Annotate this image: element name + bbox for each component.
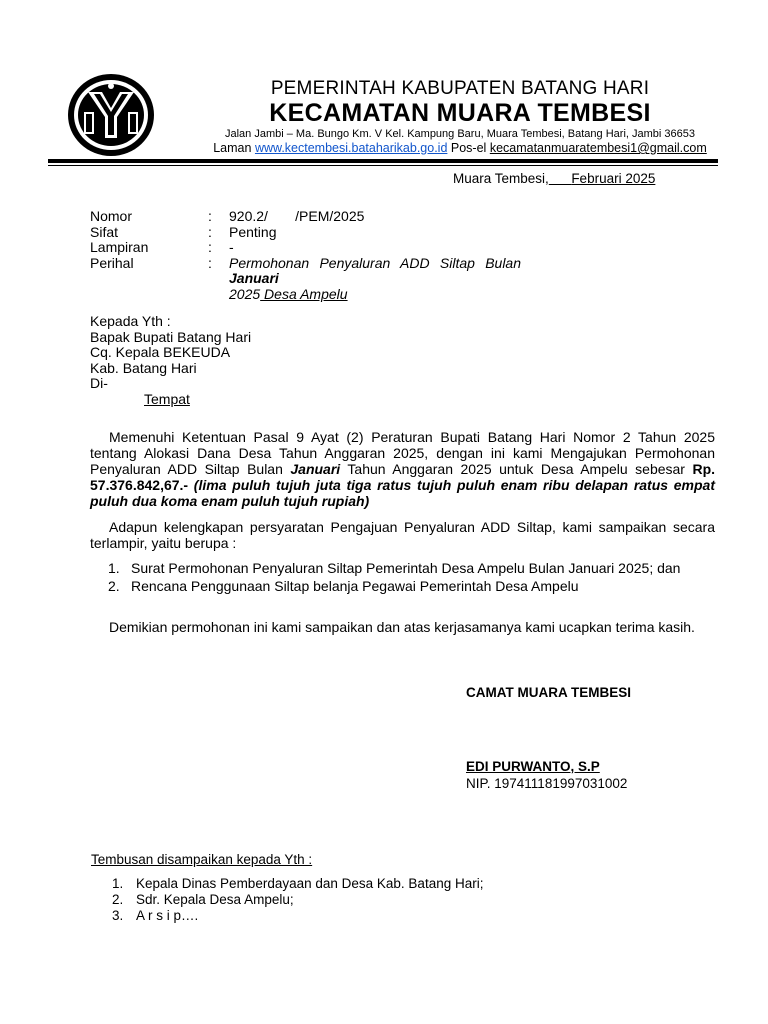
recipient-block <box>90 314 251 392</box>
email-address[interactable]: kecamatanmuaratembesi1@gmail.com <box>489 141 707 155</box>
list-text: Kepala Dinas Pemberdayaan dan Desa Kab. Batang Hari; <box>136 876 484 891</box>
web-label: Laman <box>213 141 252 155</box>
meta-perihal-label: Perihal <box>90 254 134 271</box>
p1-text: Memenuhi Ketentuan Pasal 9 Ayat (2) Peraturan Bupati Batang Hari Nomor 2 Tahun 2025 tentang Alokasi Dana Desa Tahun Anggaran 2025, dengan ini kami Mengajukan Permohonan Penyaluran ADD Siltap Bulan <box>90 429 715 477</box>
recipient-greeting: Kepada Yth : <box>90 313 171 329</box>
letterhead-government: PEMERINTAH KABUPATEN BATANG HARI <box>270 78 650 99</box>
place-date <box>453 171 655 186</box>
signatory-title: CAMAT MUARA TEMBESI <box>466 685 631 700</box>
meta-colon: : <box>208 208 212 224</box>
meta-colon: : <box>208 254 212 271</box>
p1-amount-words: (lima puluh tujuh juta tiga ratus tujuh puluh enam ribu delapan ratus empat puluh dua koma enam puluh tujuh rupiah) <box>90 477 715 509</box>
body-paragraph-1 <box>90 429 715 509</box>
letterhead-rule-thin <box>48 165 718 166</box>
signatory-nip: NIP. 197411181997031002 <box>466 776 628 791</box>
list-text: A r s i p…. <box>136 908 199 923</box>
date-place: Muara Tembesi, <box>453 171 549 186</box>
date-month-year: Februari 2025 <box>571 171 656 186</box>
list-number: 3. <box>112 908 124 923</box>
letterhead-contact <box>160 141 760 155</box>
meta-lampiran-label: Lampiran <box>90 239 149 255</box>
list-item <box>90 876 483 892</box>
requirements-list <box>90 560 715 594</box>
p1-month: Januari <box>290 461 341 477</box>
list-item <box>90 560 715 576</box>
cc-list <box>90 876 483 924</box>
body-paragraph-3: Demikian permohonan ini kami sampaikan dan atas kerjasamanya kami ucapkan terima kasih. <box>109 619 695 635</box>
meta-sifat-value: Penting <box>229 223 277 240</box>
date-blank <box>549 171 572 186</box>
regency-emblem-logo <box>66 72 156 158</box>
list-text: Sdr. Kepala Desa Ampelu; <box>136 892 294 907</box>
meta-colon: : <box>208 239 212 255</box>
meta-sifat-label: Sifat <box>90 223 119 240</box>
cc-heading: Tembusan disampaikan kepada Yth : <box>91 852 313 867</box>
list-item <box>90 578 715 594</box>
meta-nomor-value: 920.2/ /PEM/2025 <box>229 208 365 224</box>
perihal-month: Januari <box>229 270 279 286</box>
letterhead-rule-thick <box>48 159 718 163</box>
recipient-region: Kab. Batang Hari <box>90 359 197 376</box>
recipient-cq: Cq. Kepala BEKEUDA <box>90 344 231 360</box>
list-text: Rencana Penggunaan Siltap belanja Pegawai Pemerintah Desa Ampelu <box>131 578 579 594</box>
meta-perihal-value <box>229 256 521 303</box>
perihal-village: Desa Ampelu <box>260 285 348 302</box>
list-number: 1. <box>108 560 120 576</box>
p1-amount: Rp. 57.376.842,67.- <box>90 461 716 493</box>
recipient-name: Bapak Bupati Batang Hari <box>90 328 252 345</box>
list-number: 2. <box>112 892 124 907</box>
letterhead-district: KECAMATAN MUARA TEMBESI <box>269 99 651 127</box>
meta-colon: : <box>208 223 212 240</box>
list-text: Surat Permohonan Penyaluran Siltap Pemerintah Desa Ampelu Bulan Januari 2025; dan <box>131 560 681 576</box>
list-number: 1. <box>112 876 124 891</box>
recipient-di: Di- <box>90 375 108 391</box>
p1-text-2: Tahun Anggaran 2025 untuk Desa Ampelu sebesar <box>340 461 693 477</box>
meta-nomor-label: Nomor <box>90 208 133 224</box>
meta-lampiran-value: - <box>229 239 234 255</box>
recipient-place: Tempat <box>144 391 190 407</box>
list-item <box>90 892 483 908</box>
perihal-year: 2025 <box>229 285 261 302</box>
letterhead-address: Jalan Jambi – Ma. Bungo Km. V Kel. Kampung Baru, Muara Tembesi, Batang Hari, Jambi 36653 <box>225 128 695 140</box>
list-item <box>90 908 483 924</box>
perihal-text: Permohonan Penyaluran ADD Siltap Bulan <box>229 254 521 271</box>
body-paragraph-2: Adapun kelengkapan persyaratan Pengajuan Penyaluran ADD Siltap, kami sampaikan secara terlampir, yaitu berupa : <box>90 519 715 551</box>
signatory-name: EDI PURWANTO, S.P <box>466 759 600 774</box>
list-number: 2. <box>108 578 120 594</box>
website-link[interactable]: www.kectembesi.bataharikab.go.id <box>254 141 448 155</box>
email-label: Pos-el <box>450 141 487 155</box>
